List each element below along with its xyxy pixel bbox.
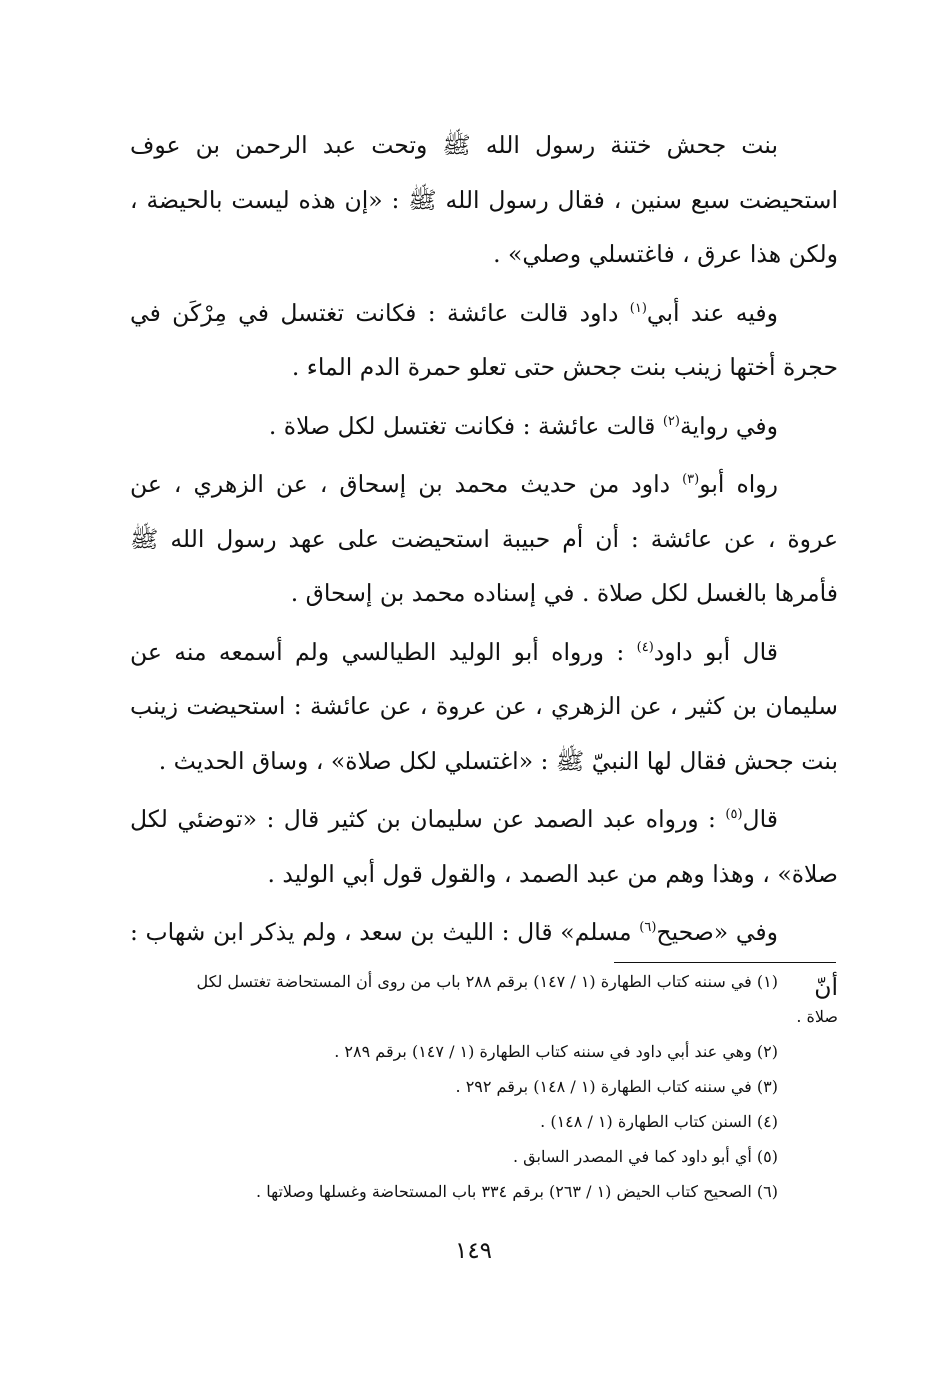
footnotes [150,964,838,1209]
footnote-continuation: صلاة . [796,1007,838,1026]
paragraph-4 [130,457,838,621]
footnote-separator [614,962,836,963]
footnote-ref-3[interactable]: (٣) [682,472,700,488]
footnote-6 [150,1174,838,1209]
footnote-text: في سننه كتاب الطهارة (١ / ١٤٨) برقم ٢٩٢ . [455,1077,752,1096]
paragraph-text: قال أبو داود [653,637,778,666]
paragraph-text: قالت عائشة : فكانت تغتسل لكل صلاة . [268,411,663,440]
paragraph-text: وفيه عند أبي [646,298,778,327]
footnote-number: (١) [756,972,778,991]
footnote-ref-5[interactable]: (٥) [725,807,743,823]
footnote-number: (٤) [756,1112,778,1131]
paragraph-text: : ورواه أبو الوليد الطيالسي ولم أسمعه منه عن سليمان بن كثير ، عن الزهري ، عن عروة ، عن عائشة : استحيضت زينب بنت جحش فقال لها النبيّ ﷺ : «اغتسلي لكل صلاة» ، وساق الحديث . [130,637,838,775]
paragraph-text: مسلم» قال : الليث بن سعد ، ولم يذكر ابن شهاب : أنّ [130,918,838,1001]
paragraph-3 [130,399,838,454]
footnote-number: (٦) [756,1182,778,1201]
paragraph-1: بنت جحش ختنة رسول الله ﷺ وتحت عبد الرحمن بن عوف استحيضت سبع سنين ، فقال رسول الله ﷺ : «إن هذه ليست بالحيضة ، ولكن هذا عرق ، فاغتسلي وصلي» . [130,131,838,268]
paragraph-text: قال [742,805,778,833]
main-text [130,118,838,1018]
footnote-text: وهي عند أبي داود في سننه كتاب الطهارة (١ / ١٤٧) برقم ٢٨٩ . [334,1042,752,1061]
footnote-number: (٢) [756,1042,778,1061]
footnote-text: أي أبو داود كما في المصدر السابق . [513,1147,752,1166]
paragraph-text: داود من حديث محمد بن إسحاق ، عن الزهري ، عن عروة ، عن عائشة : أن أم حبيبة استحيضت على عهد رسول الله ﷺ فأمرها بالغسل لكل صلاة . في إسناده محمد بن إسحاق . [130,470,838,607]
footnote-3 [150,1069,838,1104]
footnote-ref-4[interactable]: (٤) [636,639,654,655]
footnote-5 [150,1139,838,1174]
paragraph-text: وفي رواية [679,411,778,440]
page-number: ١٤٩ [454,1238,493,1264]
footnote-text: في سننه كتاب الطهارة (١ / ١٤٧) برقم ٢٨٨ باب من روى أن المستحاضة تغتسل لكل [196,972,752,991]
footnote-text: الصحيح كتاب الحيض (١ / ٢٦٣) برقم ٣٣٤ باب المستحاضة وغسلها وصلاتها . [256,1182,752,1201]
footnote-ref-1[interactable]: (١) [629,300,647,316]
footnote-text: السنن كتاب الطهارة (١ / ١٤٨) . [540,1112,752,1131]
paragraph-2 [130,286,838,395]
footnote-ref-2[interactable]: (٢) [662,413,680,429]
paragraph-text: : ورواه عبد الصمد عن سليمان بن كثير قال : «توضئي لكل صلاة» ، وهذا وهم من عبد الصمد ، والقول قول أبي الوليد . [130,805,838,888]
footnote-number: (٣) [756,1077,778,1096]
footnote-number: (٥) [756,1147,778,1166]
paragraph-text: رواه أبو [699,470,778,498]
footnote-ref-6[interactable]: (٦) [639,920,657,936]
paragraph-text: وفي «صحيح [656,918,778,946]
paragraph-6 [130,792,838,901]
paragraph-5 [130,625,838,789]
footnote-1 [150,964,838,1034]
footnote-4 [150,1104,838,1139]
paragraph-text: داود قالت عائشة : فكانت تغتسل في مِرْكَن في حجرة أختها زينب بنت جحش حتى تعلو حمرة الدم الماء . [130,298,838,381]
footnote-2 [150,1034,838,1069]
